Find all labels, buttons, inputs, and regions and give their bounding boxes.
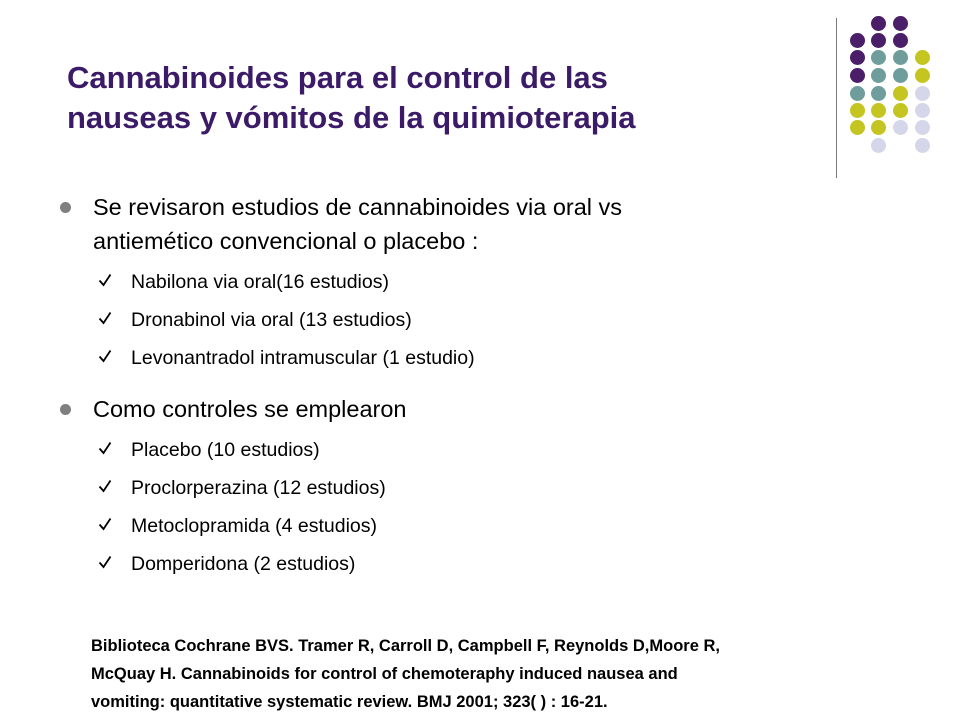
decor-dot xyxy=(893,33,908,48)
decor-dot xyxy=(871,33,886,48)
decor-dot xyxy=(850,120,865,135)
checkmark-icon xyxy=(98,440,112,456)
decor-dot xyxy=(915,120,930,135)
sub-bullet-text: Domperidona (2 estudios) xyxy=(131,553,356,575)
decor-dot xyxy=(915,68,930,83)
decor-dot xyxy=(915,103,930,118)
sub-bullet-item xyxy=(60,436,920,464)
bullet-list xyxy=(60,190,920,578)
bullet-dot-icon xyxy=(60,404,71,415)
citation xyxy=(91,632,921,716)
decor-dot xyxy=(850,33,865,48)
sub-bullet-item xyxy=(60,344,920,372)
sub-bullet-text: Dronabinol via oral (13 estudios) xyxy=(131,309,412,331)
decor-dot xyxy=(893,50,908,65)
decor-dot xyxy=(893,120,908,135)
checkmark-icon xyxy=(98,348,112,364)
citation-line: vomiting: quantitative systematic review. BMJ 2001; 323( ) : 16-21. xyxy=(91,693,608,711)
sub-bullet-item xyxy=(60,306,920,334)
decor-dot xyxy=(871,68,886,83)
sub-bullet-text: Levonantradol intramuscular (1 estudio) xyxy=(131,347,475,369)
decor-dot xyxy=(893,16,908,31)
bullet-text: Como controles se emplearon xyxy=(93,396,407,422)
citation-line: Biblioteca Cochrane BVS. Tramer R, Carroll D, Campbell F, Reynolds D,Moore R, xyxy=(91,637,720,655)
decor-dot xyxy=(871,138,886,153)
citation-line: McQuay H. Cannabinoids for control of chemoteraphy induced nausea and xyxy=(91,665,678,683)
decor-dot xyxy=(915,50,930,65)
bullet-text: Se revisaron estudios de cannabinoides via oral vs xyxy=(93,194,623,220)
decor-dot xyxy=(871,120,886,135)
decor-dot xyxy=(871,50,886,65)
slide-title xyxy=(67,58,807,138)
checkmark-icon xyxy=(98,272,112,288)
sub-bullet-item xyxy=(60,474,920,502)
bullet-item xyxy=(60,392,920,426)
decor-dot xyxy=(850,68,865,83)
sub-bullet-text: Placebo (10 estudios) xyxy=(131,439,320,461)
checkmark-icon xyxy=(98,554,112,570)
decor-dot xyxy=(871,103,886,118)
title-line-1: Cannabinoides para el control de las xyxy=(67,60,608,95)
vertical-divider xyxy=(836,18,837,178)
bullet-dot-icon xyxy=(60,202,71,213)
decor-dot xyxy=(850,86,865,101)
decor-dot xyxy=(850,103,865,118)
decor-dot xyxy=(915,86,930,101)
decor-dot xyxy=(871,86,886,101)
decor-dot xyxy=(893,86,908,101)
bullet-item xyxy=(60,190,920,258)
sub-bullet-text: Nabilona via oral(16 estudios) xyxy=(131,271,389,293)
sub-bullet-item xyxy=(60,268,920,296)
sub-bullet-item xyxy=(60,550,920,578)
decor-dot xyxy=(893,103,908,118)
decor-dot xyxy=(893,68,908,83)
decor-dot xyxy=(871,16,886,31)
sub-bullet-text: Proclorperazina (12 estudios) xyxy=(131,477,386,499)
checkmark-icon xyxy=(98,478,112,494)
checkmark-icon xyxy=(98,310,112,326)
sub-bullet-text: Metoclopramida (4 estudios) xyxy=(131,515,378,537)
sub-bullet-item xyxy=(60,512,920,540)
checkmark-icon xyxy=(98,516,112,532)
bullet-text: antiemético convencional o placebo : xyxy=(93,228,479,254)
decor-dot xyxy=(915,138,930,153)
title-line-2: nauseas y vómitos de la quimioterapia xyxy=(67,100,636,135)
decor-dot xyxy=(850,50,865,65)
